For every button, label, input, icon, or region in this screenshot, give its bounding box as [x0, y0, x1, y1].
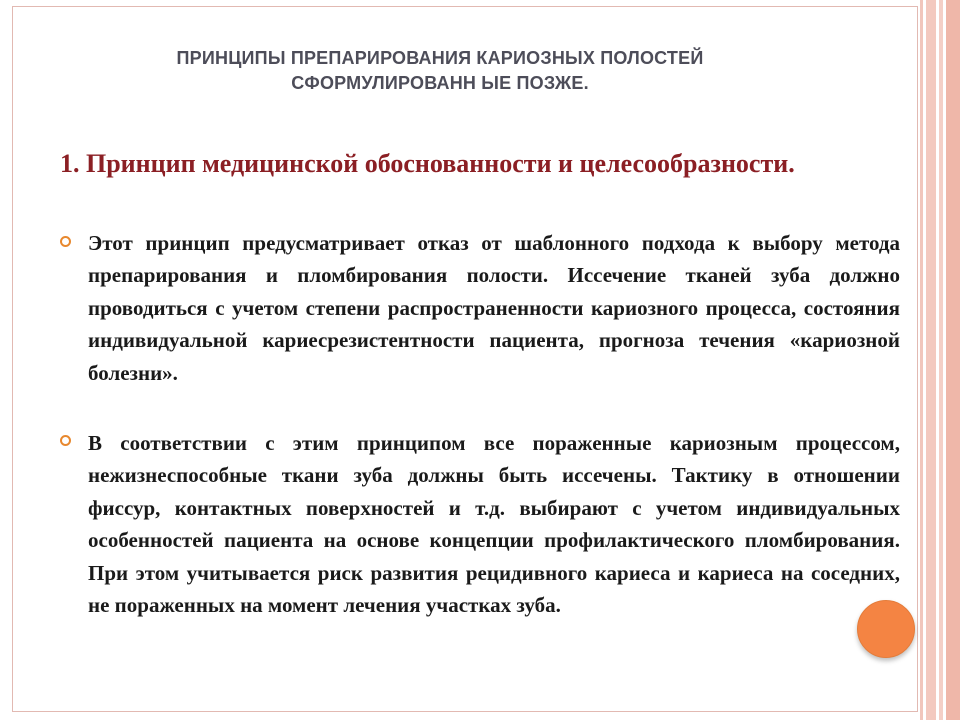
- bullet-circle-icon: [60, 236, 71, 247]
- orange-circle-decoration: [857, 600, 915, 658]
- slide-title-line-1: ПРИНЦИПЫ ПРЕПАРИРОВАНИЯ КАРИОЗНЫХ ПОЛОСТЕЙ: [176, 48, 704, 68]
- decorative-stripes: [920, 0, 960, 720]
- bullet-circle-icon: [60, 435, 71, 446]
- stripe: [926, 0, 936, 720]
- bullet-paragraph-1: Этот принцип предусматривает отказ от шаблонного подхода к выбору метода препарирования и пломбирования полости. Иссечение тканей зуба должно проводиться с учетом степени распространенности кариозного процесса, состояния индивидуальной кариесрезистентности пациента, прогноза течения «кариозной болезни».: [88, 231, 900, 385]
- slide-title: [100, 46, 780, 96]
- stripe: [920, 0, 923, 720]
- stripe: [946, 0, 960, 720]
- slide-title-line-2: СФОРМУЛИРОВАНН ЫЕ ПОЗЖЕ.: [291, 73, 589, 93]
- bullet-paragraph-2: В соответствии с этим принципом все пораженные кариозным процессом, нежизнеспособные ткани зуба должны быть иссечены. Тактику в отношении фиссур, контактных поверхностей и т.д. выбирают с учетом индивидуальных особенностей пациента на основе концепции профилактического пломбирования. При этом учитывается риск развития рецидивного кариеса и кариеса на соседних, не пораженных на момент лечения участках зуба.: [88, 431, 900, 618]
- stripe: [939, 0, 943, 720]
- principle-heading: 1. Принцип медицинской обоснованности и целесообразности.: [60, 149, 795, 178]
